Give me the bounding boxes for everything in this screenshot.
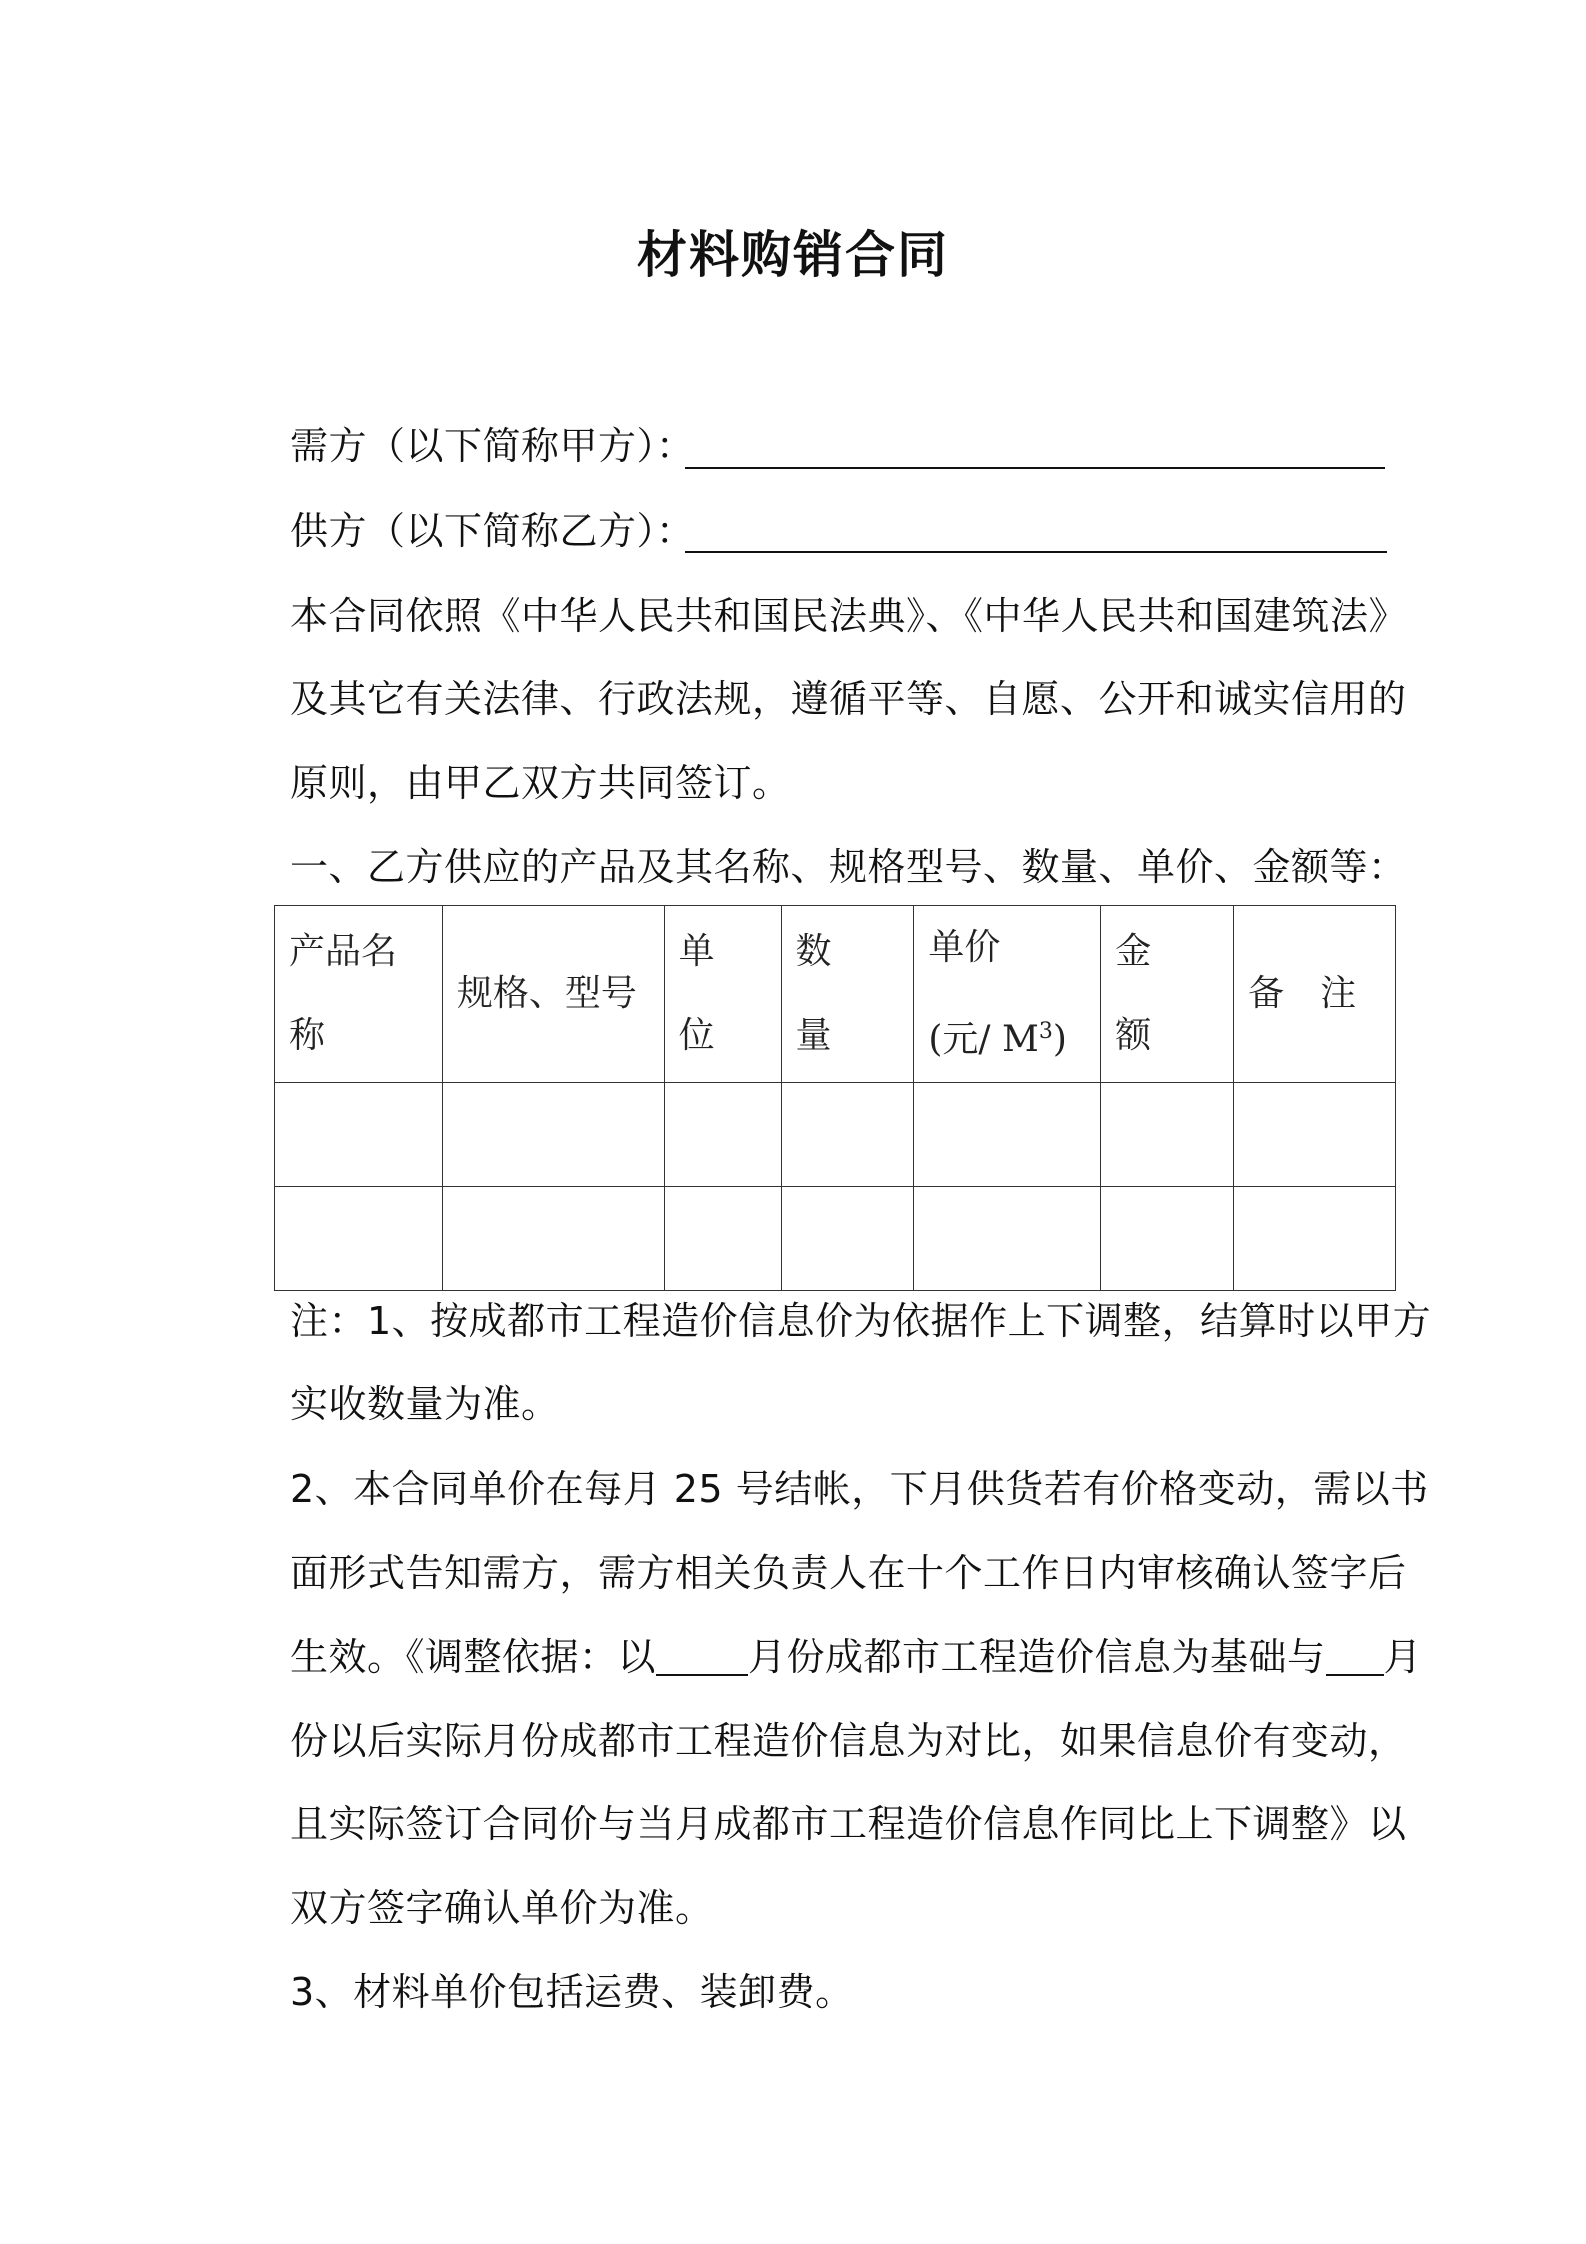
note-2-line-4: 份以后实际月份成都市工程造价信息为对比，如果信息价有变动， (290, 1719, 1407, 1763)
header-spec: 规格、型号 (442, 906, 664, 1083)
table-cell[interactable] (442, 1187, 664, 1291)
preamble-line-1: 本合同依照《中华人民共和国民法典》、《中华人民共和国建筑法》 (290, 594, 1408, 638)
note-2-line-3-part-c: 月 (1383, 1635, 1423, 1679)
note-2-line-5: 且实际签订合同价与当月成都市工程造价信息作同比上下调整》以 (290, 1802, 1407, 1846)
table-cell[interactable] (1101, 1083, 1234, 1187)
table-cell[interactable] (1234, 1083, 1396, 1187)
table-row (275, 1187, 1396, 1291)
header-amount: 金 额 (1101, 906, 1234, 1083)
note-1-line-1: 注：1、按成都市工程造价信息价为依据作上下调整，结算时以甲方 (290, 1299, 1432, 1343)
table-cell[interactable] (275, 1187, 443, 1291)
table-cell[interactable] (442, 1083, 664, 1187)
header-quantity: 数 量 (781, 906, 914, 1083)
table-cell[interactable] (664, 1083, 781, 1187)
header-unit-price: 单价 (元/ $M^3$) (914, 906, 1101, 1083)
note-1-line-2: 实收数量为准。 (290, 1382, 560, 1426)
note-2-line-1: 2、本合同单价在每月 25 号结帐，下月供货若有价格变动，需以书 (290, 1467, 1429, 1511)
buyer-blank-line[interactable] (685, 467, 1385, 469)
note-2-line-6: 双方签字确认单价为准。 (290, 1886, 714, 1930)
preamble-line-3: 原则，由甲乙双方共同签订。 (290, 761, 791, 805)
table-cell[interactable] (781, 1083, 914, 1187)
month-blank-2[interactable] (1326, 1640, 1384, 1676)
month-blank-1[interactable] (656, 1640, 748, 1676)
product-table (274, 905, 1396, 1291)
table-header-row (275, 906, 1396, 1083)
table-cell[interactable] (1234, 1187, 1396, 1291)
preamble-line-2: 及其它有关法律、行政法规，遵循平等、自愿、公开和诚实信用的 (290, 677, 1407, 721)
table-cell[interactable] (781, 1187, 914, 1291)
header-unit: 单 位 (664, 906, 781, 1083)
section-1-heading: 一、乙方供应的产品及其名称、规格型号、数量、单价、金额等： (290, 845, 1407, 889)
header-remark: 备 注 (1234, 906, 1396, 1083)
note-3: 3、材料单价包括运费、装卸费。 (290, 1970, 854, 2014)
note-2-line-3 (290, 1626, 1422, 1681)
header-product-name: 产品名 称 (275, 906, 443, 1083)
seller-blank-line[interactable] (685, 551, 1387, 553)
seller-label: 供方（以下简称乙方）： (290, 509, 695, 553)
note-2-line-3-part-b: 月份成都市工程造价信息为基础与 (748, 1635, 1326, 1679)
table-row (275, 1083, 1396, 1187)
note-2-line-2: 面形式告知需方，需方相关负责人在十个工作日内审核确认签字后 (290, 1551, 1407, 1595)
table-cell[interactable] (914, 1187, 1101, 1291)
note-2-line-3-part-a: 生效。《调整依据：以 (290, 1635, 657, 1679)
document-title: 材料购销合同 (637, 226, 949, 284)
table-cell[interactable] (664, 1187, 781, 1291)
buyer-label: 需方（以下简称甲方）： (290, 424, 695, 468)
table-cell[interactable] (1101, 1187, 1234, 1291)
table-cell[interactable] (914, 1083, 1101, 1187)
table-cell[interactable] (275, 1083, 443, 1187)
